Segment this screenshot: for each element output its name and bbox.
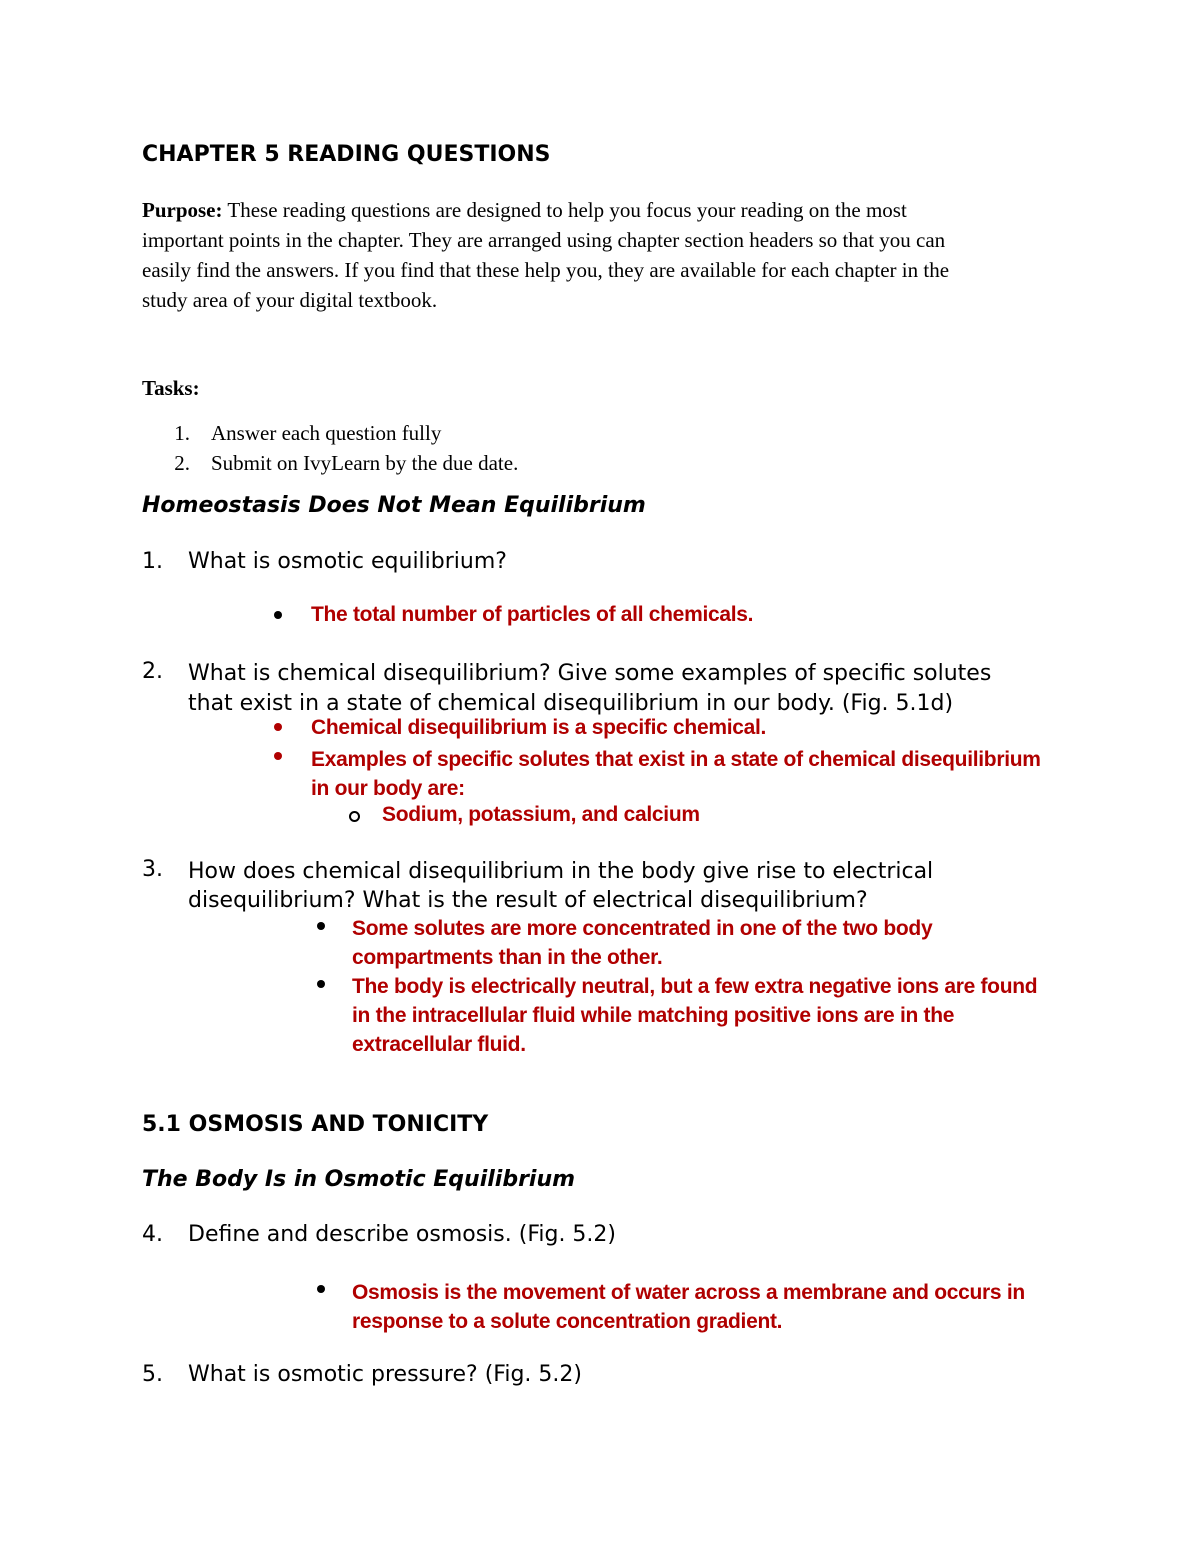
bullet-icon: [274, 611, 282, 619]
purpose-paragraph: [142, 195, 949, 315]
task-item: Answer each question fully: [211, 421, 442, 445]
section-heading: 5.1 OSMOSIS AND TONICITY: [142, 1112, 489, 1137]
answer-text: [352, 914, 932, 972]
page-title: CHAPTER 5 READING QUESTIONS: [142, 142, 551, 167]
question-line: that exist in a state of chemical disequilibrium in our body. (Fig. 5.1d): [188, 691, 954, 716]
purpose-line-1: [142, 195, 949, 225]
bullet-icon: [317, 1285, 325, 1293]
tasks-label: Tasks:: [142, 376, 200, 400]
question-line: How does chemical disequilibrium in the body give rise to electrical: [188, 859, 934, 884]
answer-line: Some solutes are more concentrated in one of the two body: [352, 917, 933, 940]
answer-text: The total number of particles of all chemicals.: [311, 603, 754, 626]
purpose-line-2: important points in the chapter. They are arranged using chapter section headers so that you can: [142, 228, 946, 252]
purpose-line-4: study area of your digital textbook.: [142, 288, 438, 312]
answer-text: Chemical disequilibrium is a specific chemical.: [311, 716, 767, 739]
answer-line: compartments than in the other.: [352, 946, 663, 969]
bullet-icon: [274, 752, 282, 760]
sub-bullet-icon: [349, 811, 360, 822]
bullet-icon: [274, 723, 282, 731]
question-line: disequilibrium? What is the result of electrical disequilibrium?: [188, 888, 868, 913]
task-number: 2.: [174, 451, 190, 475]
question-text: Define and describe osmosis. (Fig. 5.2): [188, 1222, 617, 1247]
answer-line: Osmosis is the movement of water across a membrane and occurs in: [352, 1281, 1025, 1304]
answer-line: response to a solute concentration gradient.: [352, 1310, 783, 1333]
question-line: What is chemical disequilibrium? Give some examples of specific solutes: [188, 661, 992, 686]
answer-text: [352, 972, 1037, 1059]
question-text: [188, 857, 933, 915]
answer-text: Sodium, potassium, and calcium: [382, 803, 700, 826]
task-number: 1.: [174, 421, 190, 445]
question-number: 5.: [142, 1362, 163, 1387]
question-number: 3.: [142, 857, 163, 882]
answer-line: extracellular fluid.: [352, 1033, 526, 1056]
question-text: [188, 659, 991, 719]
question-text: What is osmotic pressure? (Fig. 5.2): [188, 1362, 582, 1387]
section-heading: Homeostasis Does Not Mean Equilibrium: [142, 493, 646, 518]
question-number: 4.: [142, 1222, 163, 1247]
purpose-label: Purpose:: [142, 198, 223, 222]
bullet-icon: [317, 922, 325, 930]
answer-text: [311, 745, 1041, 803]
question-text: What is osmotic equilibrium?: [188, 549, 507, 574]
purpose-line-1-text: These reading questions are designed to help you focus your reading on the most: [227, 198, 907, 222]
task-item: Submit on IvyLearn by the due date.: [211, 451, 519, 475]
answer-text: [352, 1278, 1025, 1336]
answer-line: The body is electrically neutral, but a few extra negative ions are found: [352, 975, 1038, 998]
answer-line: in our body are:: [311, 777, 465, 800]
answer-line: in the intracellular fluid while matching positive ions are in the: [352, 1004, 955, 1027]
question-number: 2.: [142, 659, 163, 684]
purpose-line-3: easily find the answers. If you find that these help you, they are available for each chapter in the: [142, 258, 950, 282]
bullet-icon: [317, 980, 325, 988]
question-number: 1.: [142, 549, 163, 574]
subsection-heading: The Body Is in Osmotic Equilibrium: [142, 1167, 576, 1192]
answer-line: Examples of specific solutes that exist in a state of chemical disequilibrium: [311, 748, 1041, 771]
